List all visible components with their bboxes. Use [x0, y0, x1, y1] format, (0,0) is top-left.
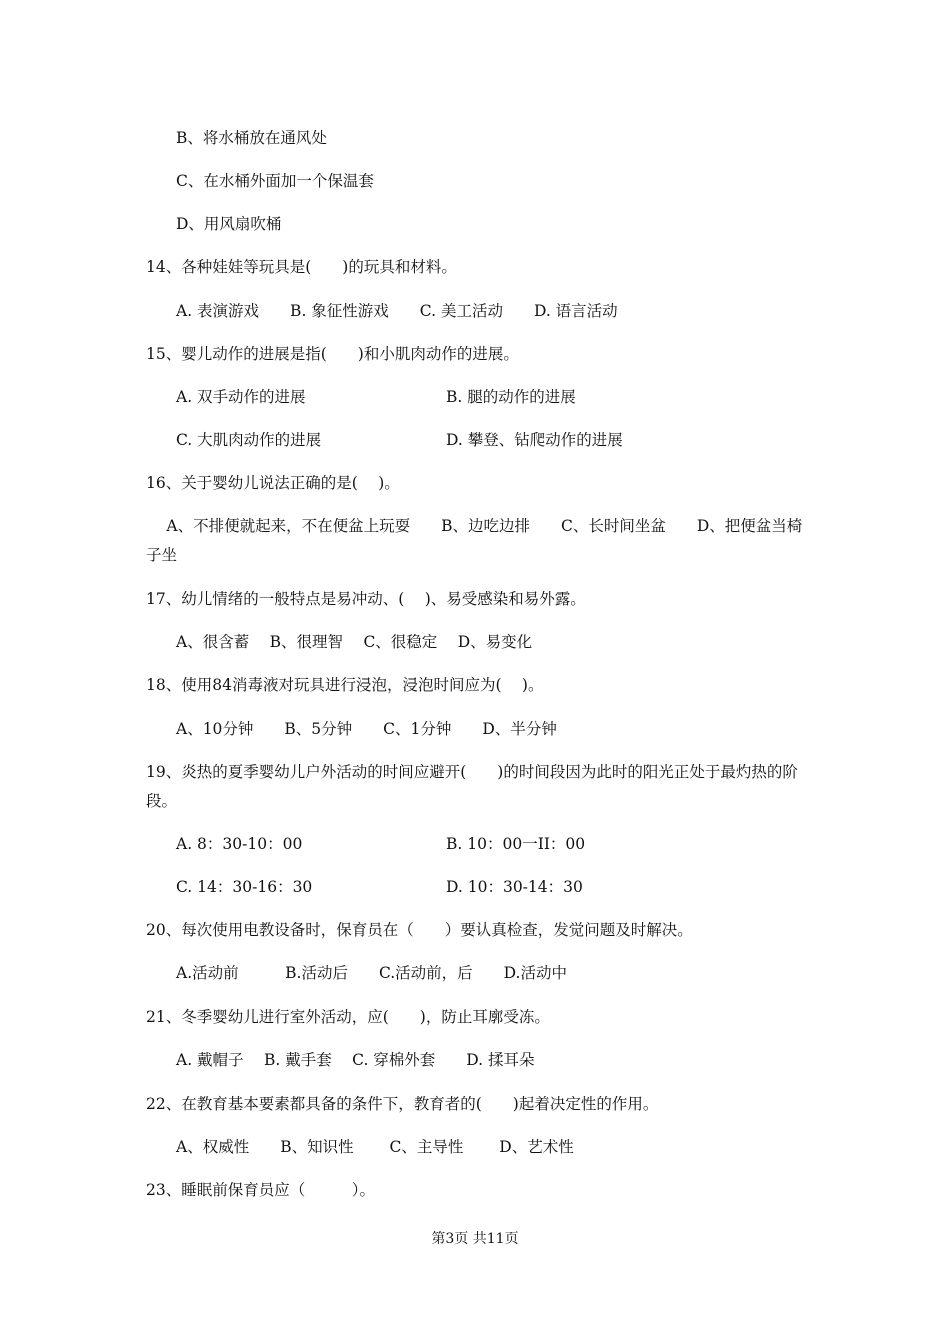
option-13d: D、用风扇吹桶 — [176, 215, 282, 233]
options-17: A、很含蓄 B、很理智 C、很稳定 D、易变化 — [176, 633, 533, 651]
question-16: 16、关于婴幼儿说法正确的是( )。 — [146, 474, 400, 492]
question-18: 18、使用84消毒液对玩具进行浸泡，浸泡时间应为( )。 — [146, 676, 544, 694]
option-13c: C、在水桶外面加一个保温套 — [176, 172, 374, 190]
question-22: 22、在教育基本要素都具备的条件下，教育者的( )起着决定性的作用。 — [146, 1095, 659, 1113]
options-20: A.活动前 B.活动后 C.活动前，后 D.活动中 — [176, 964, 567, 982]
option-13b: B、将水桶放在通风处 — [176, 129, 327, 147]
question-19: 19、炎热的夏季婴幼儿户外活动的时间应避开( )的时间段因为此时的阳光正处于最灼热的阶段。 — [146, 763, 798, 810]
question-21: 21、冬季婴幼儿进行室外活动，应( )，防止耳廓受冻。 — [146, 1008, 550, 1026]
option-15b: B. 腿的动作的进展 — [446, 388, 576, 406]
question-14: 14、各种娃娃等玩具是( )的玩具和材料。 — [146, 258, 457, 276]
option-19a: A. 8：30-10：00 — [176, 835, 303, 853]
option-19d: D. 10：30-14：30 — [446, 878, 583, 896]
option-15a: A. 双手动作的进展 — [176, 388, 306, 406]
option-15c: C. 大肌肉动作的进展 — [176, 431, 322, 449]
option-15d: D. 攀登、钻爬动作的进展 — [446, 431, 623, 449]
question-15: 15、婴儿动作的进展是指( )和小肌肉动作的进展。 — [146, 345, 519, 363]
options-18: A、10分钟 B、5分钟 C、1分钟 D、半分钟 — [176, 720, 557, 738]
options-22: A、权威性 B、知识性 C、主导性 D、艺术性 — [176, 1138, 574, 1156]
question-17: 17、幼儿情绪的一般特点是易冲动、( )、易受感染和易外露。 — [146, 590, 586, 608]
page-footer: 第3页 共11页 — [431, 1231, 519, 1247]
options-14: A. 表演游戏 B. 象征性游戏 C. 美工活动 D. 语言活动 — [176, 302, 618, 320]
option-19c: C. 14：30-16：30 — [176, 878, 313, 896]
options-16: A、不排便就起来，不在便盆上玩耍 B、边吃边排 C、长时间坐盆 D、把便盆当椅子坐 — [146, 517, 803, 564]
options-21: A. 戴帽子 B. 戴手套 C. 穿棉外套 D. 揉耳朵 — [176, 1051, 535, 1069]
question-23: 23、睡眠前保育员应（ ）。 — [146, 1181, 375, 1199]
question-20: 20、每次使用电教设备时，保育员在（ ）要认真检查，发觉问题及时解决。 — [146, 921, 693, 939]
option-19b: B. 10：00一II：00 — [446, 835, 586, 853]
